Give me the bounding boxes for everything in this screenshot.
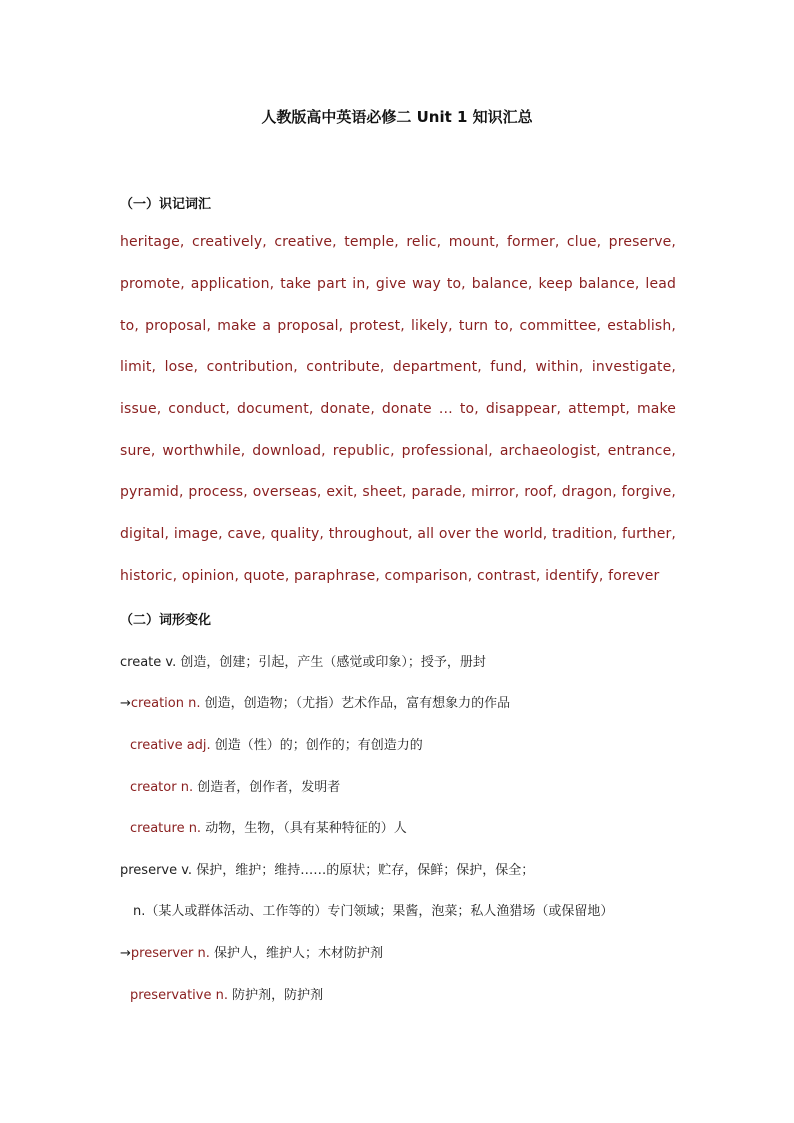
vocab-line: digital, image, cave, quality, throughout, all over the world, tradition, further,	[120, 526, 676, 542]
word-entry	[130, 817, 407, 836]
entry-word: creative adj.	[130, 738, 211, 753]
entry-definition: 保护，维护；维持……的原状；贮存，保鲜；保护，保全；	[192, 863, 535, 878]
arrow-icon: →	[120, 946, 131, 961]
vocab-line: pyramid, process, overseas, exit, sheet, parade, mirror, roof, dragon, forgive,	[120, 484, 676, 500]
arrow-icon: →	[120, 696, 131, 711]
entry-definition: 动物，生物，（具有某种特征的）人	[201, 821, 407, 836]
word-entry	[120, 692, 510, 711]
entry-word: creation n.	[130, 696, 201, 711]
word-entry	[133, 900, 613, 919]
entry-definition: 创造者，创作者，发明者	[193, 780, 341, 795]
vocab-line: promote, application, take part in, give way to, balance, keep balance, lead	[120, 276, 676, 292]
word-entry	[120, 651, 486, 670]
entry-definition: （某人或群体活动、工作等的）专门领域；果酱，泡菜；私人渔猎场（或保留地）	[145, 904, 614, 919]
section-heading-vocabulary: （一）识记词汇	[120, 197, 212, 212]
vocab-line: sure, worthwhile, download, republic, professional, archaeologist, entrance,	[120, 443, 676, 459]
section-heading-word-forms: （二）词形变化	[120, 613, 212, 628]
entry-definition: 创造，创建；引起，产生（感觉或印象）；授予，册封	[176, 655, 486, 670]
entry-definition: 创造（性）的；创作的；有创造力的	[210, 738, 423, 753]
entry-word: creator n.	[130, 780, 194, 795]
word-entry	[120, 942, 383, 961]
entry-definition: 保护人，维护人；木材防护剂	[209, 946, 384, 961]
entry-word: preserve v.	[120, 863, 193, 878]
word-entry	[130, 734, 423, 753]
document-title: 人教版高中英语必修二 Unit 1 知识汇总	[261, 108, 533, 126]
vocab-line: limit, lose, contribution, contribute, department, fund, within, investigate,	[120, 359, 676, 375]
vocab-line: to, proposal, make a proposal, protest, likely, turn to, committee, establish,	[120, 318, 676, 334]
vocab-line: historic, opinion, quote, paraphrase, comparison, contrast, identify, forever	[120, 568, 660, 584]
entry-word: n.	[133, 904, 146, 919]
entry-word: create v.	[120, 655, 177, 670]
entry-word: preservative n.	[130, 988, 228, 1003]
vocab-line: issue, conduct, document, donate, donate … to, disappear, attempt, make	[120, 401, 676, 417]
entry-definition: 创造，创造物；（尤指）艺术作品，富有想象力的作品	[200, 696, 511, 711]
entry-word: creature n.	[130, 821, 202, 836]
entry-word: preserver n.	[130, 946, 210, 961]
word-entry	[130, 984, 323, 1003]
word-entry	[120, 859, 534, 878]
vocab-line: heritage, creatively, creative, temple, relic, mount, former, clue, preserve,	[120, 234, 676, 250]
entry-definition: 防护剂，防护剂	[228, 988, 324, 1003]
word-entry	[130, 776, 340, 795]
